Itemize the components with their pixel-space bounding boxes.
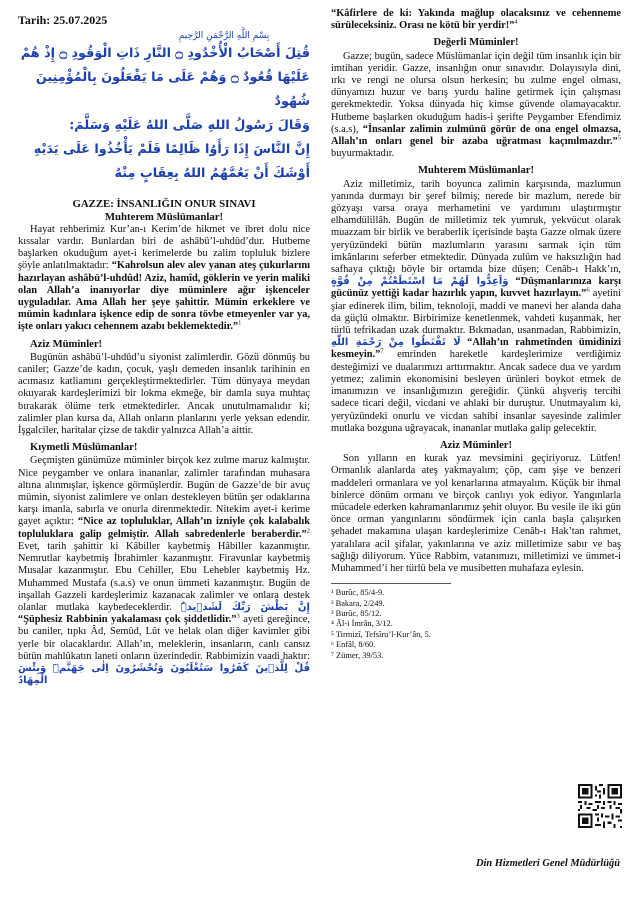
paragraph: Gazze; bugün, sadece Müslümanlar için değil tüm insanlık için bir imtihan yeridir. Gazze, insanlığın onur sınavıdır. Dolayısıyla dini, ırkı ve rengi ne olursa olsun herkesin; bu zulme engel olması, dünyamızı huzur ve barış yurdu haline getirmek için çalışması gerekmektedir. Yoksa dünyada hiç kimse güvende olamayacaktır. Hutbeme başlarken okuduğum hadis-i şerifte Peygamber Efendimiz (s.a.s), “İnsanlar zalimin zulmünü görür de ona engel olmazsa, Allah’ın onları genel bir azaba uğratması kaçınılmazdır.”$^5$ buyurmaktadır. <box>331 50 621 160</box>
footnote: ⁴ Âl-i İmrân, 3/12. <box>331 619 393 629</box>
left-column <box>18 14 310 687</box>
footnote: ³ Burûc, 85/12. <box>331 608 382 618</box>
paragraph: Hayat rehberimiz Kur’an-ı Kerim’de hikmet ve ibret dolu nice kıssalar vardır. Bunlardan biri de ashâbü’l-uhdûd’dur. Hutbeme başlarken okuduğum ayet-i kerimelerde bu zalim topluluk bizlere şöyle anlatılmaktadır: “Kahrolsun alev alev yanan ateş çukurlarını hazırlayan ashâbü’l-uhdûd! Aziz, hamîd, göklerin ve yerin maliki olan Allah’a inanıyorlar diye müminlere ağır işkenceler uyguladılar. Ama Allah her şeye şahittir. Mümin erkeklere ve mümin kadınlara işkence edip de sonra tövbe etmeyenler var ya, işte onları yakıcı cehennem azabı beklemektedir.”$^1$ <box>18 223 310 333</box>
arabic-inline: إِنَّ بَطْشَ رَبِّكَ لَشَد۪يدٌۜ <box>180 601 310 613</box>
paragraph: Geçmişten günümüze müminler birçok kez zulme maruz kalmıştır. Nice peygamber ve onlara inananlar, zalimler tarafından muhasara altına alınmışlar, işkence görmüşlerdir. Bugün de Gazze’de bir avuç mümin, siyonist zalimlere ve onları destekleyen bütün şer odaklarına karşı imanla, sabırla ve onurla direnmektedir. Nitekim ayet-i kerime gayet açıktır: “Nice az topluluklar, Allah’ın izniyle çok kalabalık topluluklara galip gelmiştir. Allah sabredenlerle beraberdir.”$^2$ Evet, tarih şahittir ki Kâbiller kaybetmiş Hâbiller kazanmıştır. Nemrutlar kaybetmiş İbrahimler kazanmıştır. Firavunlar kaybetmiş Musalar kazanmıştır. Ebu Cehiller, Ebu Lehebler kaybetmiş Hz. Muhammed Mustafa (s.a.s) ve onun ümmeti kazanmıştır. Bugün de inşallah Gazzeli kardeşlerimiz kazanacak zalimler ve onlara destek olanlar mutlaka kaybedeceklerdir. إِنَّ بَطْشَ رَبِّكَ لَشَد۪يدٌۜ “Şüphesiz Rabbinin yakalaması çok şiddetlidir.”$^3$ ayeti gereğince, bu caniler, tıpkı Âd, Semûd, Lût ve helak olan diğer kavimler gibi yerle bir olacaklardır. Allah’ın, meleklerin, insanların, canlı cansız bütün mahlûkatın laneti onların üzerindedir. Rabbimizin vaadi haktır: قُلْ لِلَّذ۪ينَ كَفَرُوا سَتُغْلَبُونَ وَتُحْشَرُونَ اِلٰى جَهَنَّمَۜ وَبِئْسَ الْمِهَادُ <box>18 455 310 687</box>
footnote: ⁶ Enfâl, 8/60. <box>331 640 376 650</box>
date: Tarih: 25.07.2025 <box>18 13 108 27</box>
arabic-verse: قُتِلَ أَصْحَابُ الْأُخْدُودِ ۝ النَّارِ ذَاتِ الْوَقُودِ ۝ إِذْ هُمْ عَلَيْهَا قُعُودٌ ۝ وَهُمْ عَلَى مَا يَفْعَلُونَ بِالْمُؤْمِنِينَ شُهُودٌ <box>20 46 310 110</box>
qr-code-icon[interactable] <box>578 784 622 828</box>
footnote: ⁵ Tirmizî, Tefsîru’l-Kur’ân, 5. <box>331 629 431 639</box>
section-heading: Muhterem Müslümanlar! <box>417 165 535 177</box>
besmele-calligraphy: بِسْمِ اللَّهِ الرَّحْمَنِ الرَّحِيمِ <box>178 31 270 42</box>
arabic-hadith: إِنَّ النَّاسَ إِذَا رَأَوُا ظَالِمًا فَلَمْ يَأْخُذُوا عَلَى يَدَيْهِ أَوْشَكَ أَنْ يَعُمَّهُمُ اللهُ بِعِقَابٍ مِنْهُ <box>33 142 310 182</box>
footnote: ⁷ Zümer, 39/53. <box>331 650 384 660</box>
paragraph: Son yılların en kurak yaz mevsimini geçiriyoruz. Lütfen! Ormanlık alanlarda ateş yakmayalım; çöp, cam şişe ve benzeri maddeleri ormanlara ve yol kenarlarına atmayalım. Küçük bir ihmal binlerce dönüm ormanı ve birçok canlıyı yok ediyor. Yangınlarla mücadele ederken kahramanlarımız şehit oluyor. Bu vesile ile iki gün önce orman yangınlarını söndürmek için canla başla çalışırken şehadet makamına ulaşan kardeşlerimize Cenâb-ı Hak’tan rahmet, yaralılara acil şifalar, yakınlarına ve aziz milletimize sabır ve baş sağlığı diliyorum. Yüce Rabbim, vatanımızı, milletimizi ve ümmet-i Muhammed’i her türlü bela ve musibetten muhafaza eylesin. <box>331 453 621 574</box>
paragraph: “Kâfirlere de ki: Yakında mağlup olacaksınız ve cehenneme sürüleceksiniz. Orası ne kötü bir yerdir!”$^4$ <box>331 8 621 32</box>
paragraph: Bugünün ashâbü’l-uhdûd’u siyonist zalimlerdir. Gözü dönmüş bu caniler; Gazze’de kadın, çocuk, yaşlı demeden insanlık tarihinin en acımasız katliamını gerçekleştirmektedirler. Tüm dünyaya meydan okuyarak kardeşlerimizi bir lokma ekmeğe, bir damla suya muhtaç bırakarak ölüme terk etmektedirler. Ancak unutulmamalıdır ki; zalimler plan kursa da, Allah onların planlarını yerle yeksan edendir. İşgalciler, haritalar çizse de takdir yalnızca Allah’a aittir. <box>18 351 310 437</box>
footnote: ² Bakara, 2/249. <box>331 598 385 608</box>
arabic-inline: وَاَعِدُّوا لَهُمْ مَا اسْتَطَعْتُمْ مِنْ قُوَّةٍ <box>331 276 509 288</box>
paragraph: Aziz milletimiz, tarih boyunca zalimin karşısında, mazlumun yanında durmayı bir şeref bilmiş; nerede bir mazlum, nerede bir gözyaşı varsa oraya merhametini ve yardımını ulaştırmıştır elhamdülillâh. Bugün de milletimiz tek yumruk, yekvücut olarak muazzam bir birlik ve beraberlik içerisinde başta Gazze olmak üzere yeryüzündeki bütün mazlumların yarasını sarmak için tüm imkânlarını seferber etmektedir. Dünyada zulüm ve haksızlığın had safhaya çıktığı böyle bir ortamda bize düşen; Cenâb-ı Hakk’ın, وَاَعِدُّوا لَهُمْ مَا اسْتَطَعْتُمْ مِنْ قُوَّةٍ “Düşmanlarınıza karşı gücünüz yettiği kadar hazırlık yapın, kuvvet hazırlayın.”$^6$ ayetini şiar edinerek ilim, bilim, teknoloji, maddi ve manevi her alanda daha da güçlü olmaktır. Birbirimize kenetlenmek, vahdeti kuşanmak, her türlü tefrikadan uzak durmaktır. Bıkmadan, usanmadan, Rabbimizin, لَا تَقْنَطُوا مِنْ رَحْمَةِ اللّٰهِ “Allah’ın rahmetinden ümidinizi kesmeyin.”$^7$ emrinden hareketle kardeşlerimize verdiğimiz desteğimizi ve dualarımızı arttırmaktır. Ancak sadece dua ve yardım yetmez; zalimin ekonomisini besleyen ürünleri boykot etmek de imanımızın ve insanlığımızın gereğidir. Çünkü alışveriş tercihi sadece ticari değil, vicdani ve ahlaki bir duruştur. Unutmayalım ki, yeryüzündeki onurlu ve vicdan sahibi insanlar sayesinde zalimler mutlaka bozguna uğrayacak, inananlar mutlaka galip gelecektir. <box>331 178 621 434</box>
right-column <box>331 8 621 661</box>
section-heading: Aziz Müminler! <box>439 439 513 451</box>
section-heading: Kıymetli Müslümanlar! <box>30 442 138 454</box>
section-heading: Aziz Müminler! <box>30 338 103 350</box>
section-heading: Değerli Müminler! <box>433 37 519 49</box>
footnote: ¹ Burûc, 85/4-9. <box>331 588 385 598</box>
footer-signature: Din Hizmetleri Genel Müdürlüğü <box>475 858 620 869</box>
arabic-inline: لَا تَقْنَطُوا مِنْ رَحْمَةِ اللّٰهِ <box>331 337 461 349</box>
footnote-divider <box>331 583 451 584</box>
arabic-hadith-intro: وَقَالَ رَسُولُ اللهِ صَلَّى اللهُ عَلَيْهِ وَسَلَّمَ: <box>69 118 310 134</box>
section-heading: Muhterem Müslümanlar! <box>104 210 224 223</box>
footnotes <box>331 588 621 661</box>
arabic-inline: قُلْ لِلَّذ۪ينَ كَفَرُوا سَتُغْلَبُونَ وَتُحْشَرُونَ اِلٰى جَهَنَّمَۜ وَبِئْسَ الْمِهَادُ <box>18 662 310 687</box>
sermon-title: GAZZE: İNSANLIĞIN ONUR SINAVI <box>72 198 256 211</box>
